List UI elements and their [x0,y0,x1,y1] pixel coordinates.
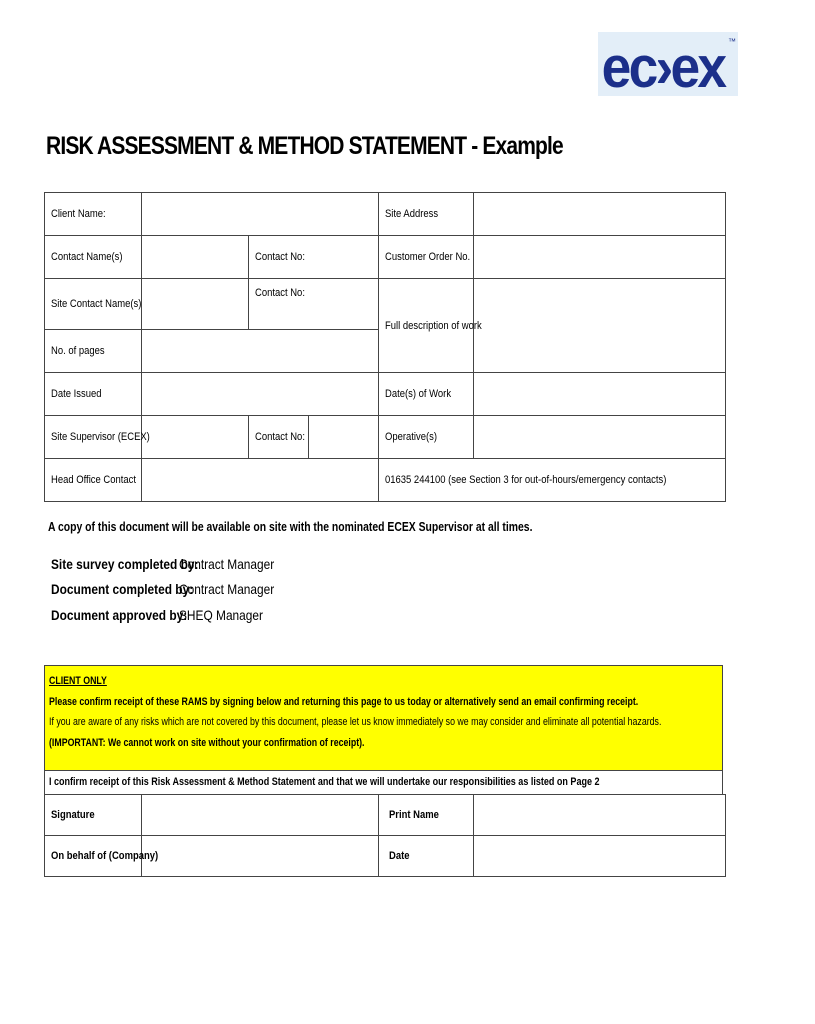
no-of-pages-label: No. of pages [45,330,142,373]
client-only-line-1: Please confirm receipt of these RAMS by signing below and returning this page to us today or alternatively send an email confirming receipt. [49,695,639,708]
table-row [45,459,726,502]
print-name-label: Print Name [379,795,474,836]
full-description-field[interactable] [474,279,726,373]
print-name-field[interactable] [474,795,726,836]
signature-label: Signature [45,795,142,836]
ecex-logo [598,32,738,100]
supervisor-contact-no-label: Contact No: [249,416,309,459]
contact-names-label: Contact Name(s) [45,236,142,279]
site-contact-label: Site Contact Name(s) [45,279,142,330]
signoff-list [51,551,291,628]
table-row [45,236,726,279]
client-only-line-3: (IMPORTANT: We cannot work on site without your confirmation of receipt). [49,736,365,749]
full-description-label: Full description of work [379,279,474,373]
ecex-logo-graphic [598,32,738,100]
head-office-field[interactable] [142,459,379,502]
signoff-value: SHEQ Manager [179,606,264,623]
table-row [45,373,726,416]
signoff-survey [51,551,291,577]
on-behalf-field[interactable] [142,836,379,877]
customer-order-label: Customer Order No. [379,236,474,279]
date-field[interactable] [474,836,726,877]
operatives-field[interactable] [474,416,726,459]
signoff-label: Site survey completed by: [51,555,199,572]
client-name-field[interactable] [142,193,379,236]
date-label: Date [379,836,474,877]
site-supervisor-field[interactable] [142,416,249,459]
signature-field[interactable] [142,795,379,836]
date-issued-label: Date Issued [45,373,142,416]
page-title: RISK ASSESSMENT & METHOD STATEMENT - Example [46,132,563,160]
dates-of-work-field[interactable] [474,373,726,416]
head-office-value: 01635 244100 (see Section 3 for out-of-hours/emergency contacts) [379,459,726,502]
table-row [45,193,726,236]
logo-wordmark: ec›ex [601,34,725,100]
table-row [45,416,726,459]
head-office-label: Head Office Contact [45,459,142,502]
date-issued-field[interactable] [142,373,379,416]
signoff-completed [51,577,291,603]
signoff-label: Document completed by: [51,581,194,598]
supervisor-contact-no-field[interactable] [309,416,379,459]
client-name-label: Client Name: [45,193,142,236]
site-supervisor-label: Site Supervisor (ECEX) [45,416,142,459]
signoff-approved [51,602,291,628]
details-table [44,192,726,502]
contact-names-field[interactable] [142,236,249,279]
dates-of-work-label: Date(s) of Work [379,373,474,416]
availability-note: A copy of this document will be available on site with the nominated ECEX Supervisor at all times. [48,519,533,534]
contact-no-label: Contact No: [249,236,379,279]
trademark-symbol: ™ [728,37,736,46]
signoff-label: Document approved by: [51,606,188,623]
site-address-field[interactable] [474,193,726,236]
table-row [45,279,726,330]
client-only-box [44,665,723,771]
no-of-pages-field[interactable] [142,330,379,373]
site-contact-no-label: Contact No: [249,279,379,330]
customer-order-field[interactable] [474,236,726,279]
operatives-label: Operative(s) [379,416,474,459]
table-row [45,836,726,877]
confirmation-table [44,794,726,877]
site-address-label: Site Address [379,193,474,236]
signoff-value: Contract Manager [179,555,275,572]
site-contact-field[interactable] [142,279,249,330]
confirm-statement: I confirm receipt of this Risk Assessment & Method Statement and that we will undertake our responsibilities as listed on Page 2 [44,771,723,795]
signoff-value: Contract Manager [179,581,275,598]
table-row [45,795,726,836]
on-behalf-label: On behalf of (Company) [45,836,142,877]
client-only-heading: CLIENT ONLY [49,675,107,687]
client-only-line-2: If you are aware of any risks which are not covered by this document, please let us know immediately so we may consider and eliminate all potential hazards. [49,716,662,728]
